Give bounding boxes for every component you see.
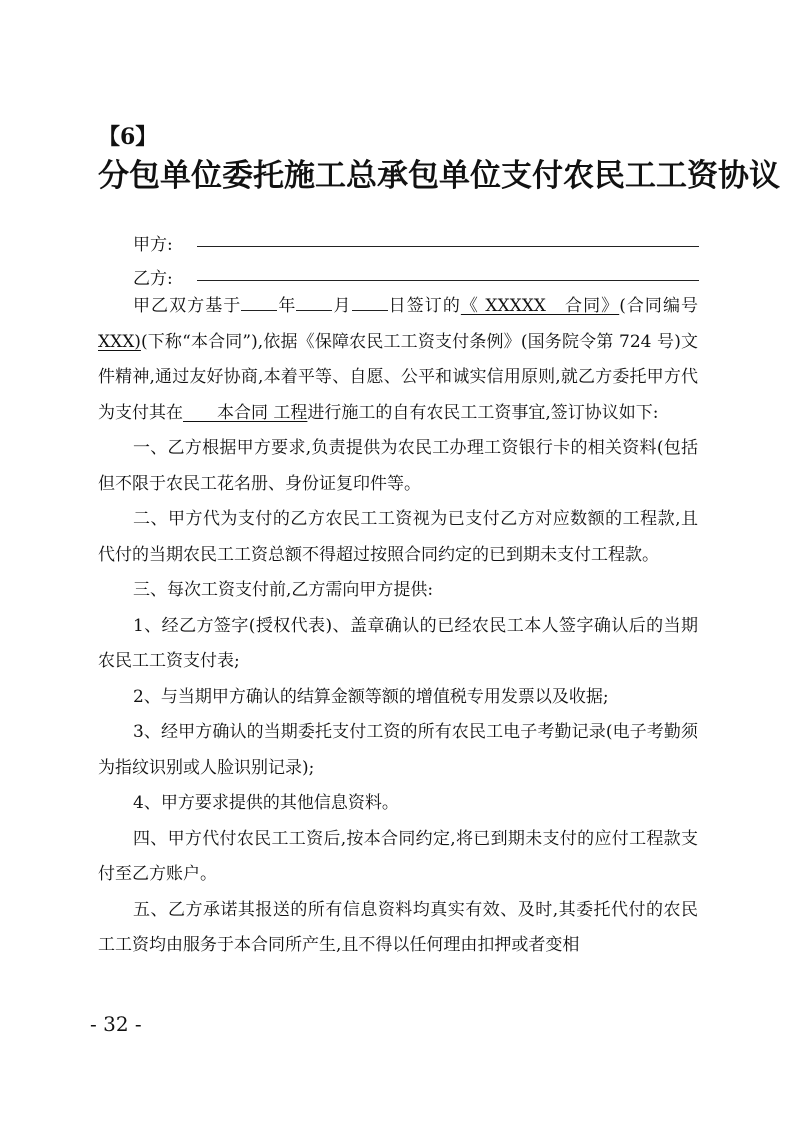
- year-label: 年: [277, 296, 297, 316]
- intro-text-3: 进行施工的自有农民工工资事宜,签订协议如下:: [307, 402, 659, 423]
- project-name: 本合同 工程: [183, 402, 308, 423]
- contract-number: XXX): [98, 331, 141, 352]
- day-blank: [352, 294, 388, 311]
- document-tag: 【6】: [98, 124, 158, 150]
- page-number: - 32 -: [90, 1012, 142, 1036]
- intro-paragraph: [98, 289, 698, 431]
- intro-text-2: (下称“本合同”),依据《保障农民工工资支付条例》(国务院令第 724 号)文件精神,通过友好协商,本着平等、自愿、公平和诚实信用原则,就乙方委托甲方代为支付其在: [98, 331, 698, 423]
- day-label: 日签订的: [387, 296, 461, 316]
- clause-paragraph: 2、与当期甲方确认的结算金额等额的增值税专用发票以及收据;: [133, 686, 609, 707]
- agreement-body: [98, 289, 698, 964]
- year-blank: [241, 294, 277, 311]
- contract-no-prefix: (合同编号: [619, 296, 699, 316]
- intro-text-1: 甲乙双方基于: [133, 296, 242, 316]
- month-blank: [296, 294, 332, 311]
- contract-name: 《 XXXXX 合同》: [460, 296, 620, 316]
- clause-paragraph: 二、甲方代为支付的乙方农民工工资视为已支付乙方对应数额的工程款,且代付的当期农民工工资总额不得超过按照合同约定的已到期未支付工程款。: [98, 509, 698, 565]
- party-b-label: 乙方:: [133, 269, 173, 289]
- clause-paragraph: 一、乙方根据甲方要求,负责提供为农民工办理工资银行卡的相关资料(包括但不限于农民工花名册、身份证复印件等。: [98, 438, 698, 494]
- party-a-blank-line: [197, 246, 699, 247]
- clause-paragraph: 3、经甲方确认的当期委托支付工资的所有农民工电子考勤记录(电子考勤须为指纹识别或人脸识别记录);: [98, 722, 698, 778]
- clause-paragraph: 四、甲方代付农民工工资后,按本合同约定,将已到期未支付的应付工程款支付至乙方账户。: [98, 828, 698, 884]
- month-label: 月: [332, 296, 352, 316]
- party-a-label: 甲方:: [133, 235, 173, 255]
- clause-paragraph: 三、每次工资支付前,乙方需向甲方提供:: [133, 580, 434, 600]
- document-title: 分包单位委托施工总承包单位支付农民工工资协议: [98, 158, 780, 194]
- clause-paragraph: 五、乙方承诺其报送的所有信息资料均真实有效、及时,其委托代付的农民工工资均由服务于本合同所产生,且不得以任何理由扣押或者变相: [98, 899, 698, 955]
- clause-paragraph: 4、甲方要求提供的其他信息资料。: [133, 793, 399, 813]
- clause-paragraph: 1、经乙方签字(授权代表)、盖章确认的已经农民工本人签字确认后的当期农民工工资支付表;: [98, 615, 698, 671]
- party-b-blank-line: [197, 280, 699, 281]
